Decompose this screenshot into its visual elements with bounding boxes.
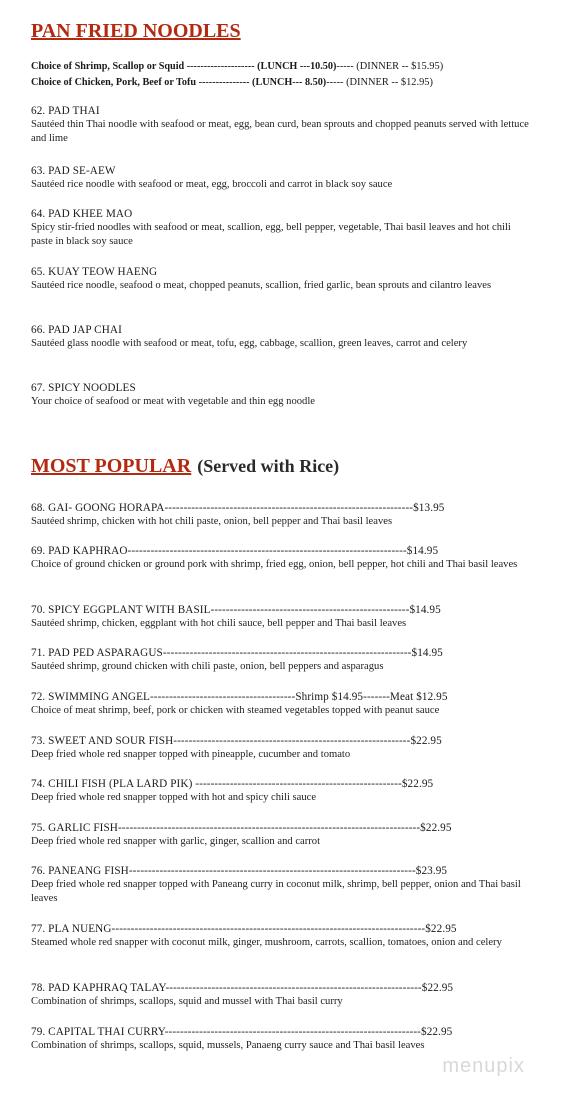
menu-item-description: Choice of meat shrimp, beef, pork or chicken with steamed vegetables topped with peanut sauce <box>31 705 440 716</box>
menu-item-name: 72. SWIMMING ANGEL--------------------------------------Shrimp $14.95-------Meat $12.95 <box>31 691 448 703</box>
menu-item <box>31 544 531 572</box>
meat-choice-line <box>31 77 433 88</box>
menu-item-name: 74. CHILI FISH (PLA LARD PIK) ------------------------------------------------------$22.95 <box>31 778 434 790</box>
menu-item-description: Your choice of seafood or meat with vegetable and thin egg noodle <box>31 396 315 407</box>
menu-item-name: 66. PAD JAP CHAI <box>31 324 122 336</box>
menu-item-name: 70. SPICY EGGPLANT WITH BASIL----------------------------------------------------$14.95 <box>31 604 441 616</box>
menu-item-description: Deep fried whole red snapper with garlic, ginger, scallion and carrot <box>31 836 321 847</box>
popular-section-heading <box>31 452 339 479</box>
menu-item <box>31 864 531 906</box>
menu-item <box>31 104 531 146</box>
seafood-choice-line <box>31 61 443 72</box>
menu-item-name: 65. KUAY TEOW HAENG <box>31 266 158 278</box>
noodles-section-title: PAN FRIED NOODLES <box>31 20 241 42</box>
menu-item-name: 75. GARLIC FISH-------------------------------------------------------------------------------$22.95 <box>31 822 452 834</box>
menu-item <box>31 981 531 1009</box>
menu-item-description: Sautéed thin Thai noodle with seafood or meat, egg, bean curd, bean sprouts and chopped peanuts served with lettuce and lime <box>31 119 529 144</box>
meat-choice-label: Choice of Chicken, Pork, Beef or Tofu --------------- (LUNCH--- 8.50) <box>31 77 327 88</box>
menu-item-description: Deep fried whole red snapper topped with hot and spicy chili sauce <box>31 792 317 803</box>
menu-item-name: 76. PANEANG FISH---------------------------------------------------------------------------$23.95 <box>31 865 448 877</box>
menu-item-description: Choice of ground chicken or ground pork with shrimp, fried egg, onion, bell pepper, hot chili and Thai basil leaves <box>31 559 518 570</box>
menu-item <box>31 646 531 674</box>
menu-item-description: Steamed whole red snapper with coconut milk, ginger, mushroom, carrots, scallion, tomatoes, onion and celery <box>31 937 502 948</box>
menu-item <box>31 164 531 192</box>
menu-item <box>31 323 531 351</box>
menu-item-name: 68. GAI- GOONG HORAPA-----------------------------------------------------------------$13.95 <box>31 502 445 514</box>
menu-item <box>31 207 531 249</box>
menu-item <box>31 821 531 849</box>
menu-item-name: 71. PAD PED ASPARAGUS-----------------------------------------------------------------$14.95 <box>31 647 443 659</box>
menu-item <box>31 501 531 529</box>
popular-section-title: MOST POPULAR <box>31 455 192 477</box>
menu-item-description: Sautéed rice noodle, seafood o meat, chopped peanuts, scallion, fried garlic, bean sprouts and cilantro leaves <box>31 280 492 291</box>
menu-item <box>31 734 531 762</box>
menu-item-description: Spicy stir-fried noodles with seafood or meat, scallion, egg, bell pepper, vegetable, Thai basil leaves and hot chili paste in black soy sauce <box>31 222 511 247</box>
menu-item-name: 79. CAPITAL THAI CURRY-------------------------------------------------------------------$22.95 <box>31 1026 453 1038</box>
menu-item-name: 62. PAD THAI <box>31 105 100 117</box>
menu-item <box>31 265 531 293</box>
menu-item-description: Sautéed rice noodle with seafood or meat, egg, broccoli and carrot in black soy sauce <box>31 179 393 190</box>
menu-item-description: Combination of shrimps, scallops, squid, mussels, Panaeng curry sauce and Thai basil leaves <box>31 1040 425 1051</box>
menu-item-name: 67. SPICY NOODLES <box>31 382 136 394</box>
menu-item <box>31 922 531 950</box>
menu-item-name: 69. PAD KAPHRAO-------------------------------------------------------------------------$14.95 <box>31 545 439 557</box>
meat-choice-dinner: ----- (DINNER -- $12.95) <box>326 77 433 88</box>
seafood-choice-dinner: ----- (DINNER -- $15.95) <box>336 61 444 72</box>
menu-item-description: Deep fried whole red snapper topped with pineapple, cucumber and tomato <box>31 749 351 760</box>
menu-item-name: 77. PLA NUENG----------------------------------------------------------------------------------$22.95 <box>31 923 457 935</box>
menu-item-name: 63. PAD SE-AEW <box>31 165 116 177</box>
popular-section-subtitle: (Served with Rice) <box>197 456 340 476</box>
menu-item-description: Sautéed shrimp, chicken, eggplant with hot chili sauce, bell pepper and Thai basil leaves <box>31 618 407 629</box>
seafood-choice-label: Choice of Shrimp, Scallop or Squid -------------------- (LUNCH ---10.50) <box>31 61 337 72</box>
menu-item <box>31 381 531 409</box>
menu-item-description: Sautéed shrimp, chicken with hot chili paste, onion, bell pepper and Thai basil leaves <box>31 516 393 527</box>
menu-item <box>31 690 531 718</box>
menu-item <box>31 1025 531 1053</box>
menu-item <box>31 603 531 631</box>
menu-item-description: Sautéed glass noodle with seafood or meat, tofu, egg, cabbage, scallion, green leaves, carrot and celery <box>31 338 468 349</box>
watermark: menupix <box>442 1055 525 1077</box>
menu-item-description: Combination of shrimps, scallops, squid and mussel with Thai basil curry <box>31 996 343 1007</box>
menu-item <box>31 777 531 805</box>
menu-item-name: 78. PAD KAPHRAQ TALAY-------------------------------------------------------------------$22.95 <box>31 982 454 994</box>
menu-item-description: Sautéed shrimp, ground chicken with chili paste, onion, bell peppers and asparagus <box>31 661 384 672</box>
menu-item-name: 64. PAD KHEE MAO <box>31 208 133 220</box>
menu-item-name: 73. SWEET AND SOUR FISH--------------------------------------------------------------$22.95 <box>31 735 442 747</box>
menu-item-description: Deep fried whole red snapper topped with Paneang curry in coconut milk, shrimp, bell pepper, onion and Thai basil leaves <box>31 879 521 904</box>
